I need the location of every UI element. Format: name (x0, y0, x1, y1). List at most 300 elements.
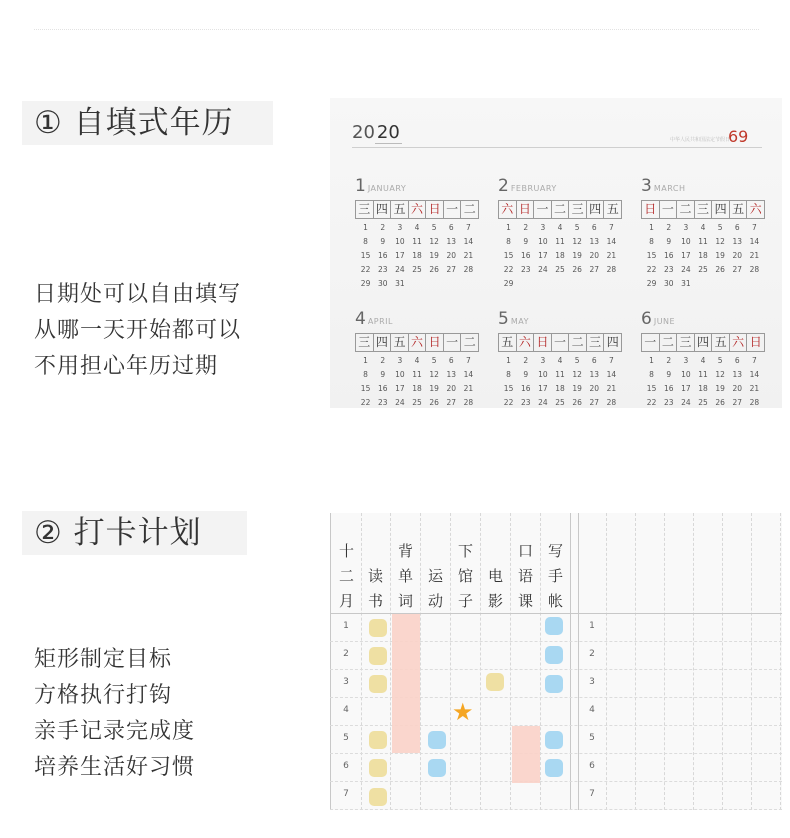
day-number: 21 (749, 251, 760, 260)
habit-header-char: 背 (397, 542, 413, 560)
month-header (498, 309, 622, 331)
day-number: 26 (572, 265, 582, 274)
habit-header-char: 动 (427, 592, 443, 610)
day-number: 18 (412, 251, 422, 260)
section-title-calendar: ① 自填式年历 (22, 101, 273, 145)
habit-column-header (511, 539, 540, 614)
row-number: 6 (343, 761, 349, 771)
star-sticker-icon: ★ (452, 698, 474, 726)
sticker-journal (545, 759, 563, 777)
top-divider (34, 29, 759, 30)
year-label (352, 122, 402, 144)
day-number: 15 (503, 384, 514, 393)
calendar-photo (330, 98, 782, 408)
sticker-journal (545, 675, 563, 693)
row-number: 1 (343, 621, 349, 631)
day-number: 2 (523, 356, 529, 365)
weekday-cell[interactable]: 二 (677, 201, 695, 218)
day-grid (355, 356, 479, 407)
month-block (641, 309, 765, 407)
month-block (641, 176, 765, 288)
day-number: 13 (589, 370, 600, 379)
day-number: 22 (503, 398, 514, 407)
habit-header-char: 子 (457, 592, 473, 610)
day-number: 31 (395, 279, 405, 288)
day-number: 14 (749, 237, 760, 246)
day-number: 25 (555, 398, 565, 407)
habit-column-header (391, 539, 420, 614)
day-number: 10 (538, 237, 548, 246)
weekday-cell[interactable]: 五 (499, 334, 517, 351)
weekday-row (641, 333, 765, 352)
day-number: 20 (732, 384, 743, 393)
grid-column-line (693, 513, 694, 810)
day-number: 17 (681, 384, 691, 393)
day-number: 11 (555, 370, 565, 379)
sticker-journal (545, 617, 563, 635)
weekday-cell[interactable]: 二 (569, 334, 587, 351)
weekday-cell[interactable]: 四 (374, 334, 392, 351)
month-label-char: 二 (338, 567, 354, 585)
day-number: 9 (523, 237, 529, 246)
row-number-right: 1 (589, 621, 595, 631)
day-number: 10 (395, 370, 405, 379)
habit-column-header (481, 539, 510, 614)
day-number: 1 (649, 223, 654, 232)
grid-column-line (751, 513, 752, 810)
day-number: 10 (681, 370, 691, 379)
day-number: 23 (377, 265, 388, 274)
day-number: 31 (681, 279, 691, 288)
day-number: 22 (646, 398, 657, 407)
calendar-desc-line: 不用担心年历过期 (34, 354, 219, 379)
day-number: 6 (734, 223, 740, 232)
day-number: 25 (412, 398, 422, 407)
tracker-desc-line: 培养生活好习惯 (34, 755, 196, 780)
day-number: 16 (520, 384, 531, 393)
day-number: 29 (360, 279, 371, 288)
day-number: 11 (412, 237, 422, 246)
weekday-row (355, 200, 479, 219)
day-number: 1 (506, 223, 511, 232)
day-number: 2 (380, 223, 386, 232)
month-label-column (332, 539, 361, 614)
sticker-exercise (428, 759, 446, 777)
day-number: 22 (503, 265, 514, 274)
day-number: 12 (572, 370, 582, 379)
month-name: MAY (510, 317, 529, 326)
day-number: 26 (715, 265, 725, 274)
weekday-cell[interactable]: 日 (534, 334, 552, 351)
weekday-row (498, 333, 622, 352)
day-number: 27 (446, 398, 457, 407)
day-number: 1 (506, 356, 511, 365)
day-number: 13 (446, 370, 457, 379)
day-number: 8 (363, 370, 368, 379)
day-number: 21 (606, 384, 617, 393)
day-number: 17 (538, 251, 548, 260)
weekday-cell[interactable]: 六 (749, 202, 762, 216)
day-number: 16 (377, 384, 388, 393)
year-divider (352, 147, 762, 148)
weekday-cell[interactable]: 三 (587, 334, 605, 351)
habit-header-char: 下 (457, 542, 473, 560)
month-header (355, 309, 479, 331)
day-number: 12 (715, 370, 725, 379)
weekday-cell[interactable]: 一 (534, 201, 552, 218)
day-number: 21 (749, 384, 760, 393)
grid-column-line (570, 513, 571, 810)
day-number: 20 (589, 251, 600, 260)
day-number: 24 (538, 398, 548, 407)
day-number: 9 (666, 237, 672, 246)
day-number: 15 (360, 251, 371, 260)
grid-column-line (722, 513, 723, 810)
day-number: 5 (431, 356, 437, 365)
row-number: 2 (343, 649, 349, 659)
month-header (355, 176, 479, 198)
day-number: 26 (715, 398, 725, 407)
row-number-right: 4 (589, 705, 595, 715)
grid-column-line (635, 513, 636, 810)
weekday-cell[interactable]: 四 (606, 335, 619, 349)
month-label-char: 十 (338, 542, 354, 560)
grid-column-line (780, 513, 781, 810)
day-number: 12 (715, 237, 725, 246)
habit-header-char: 词 (397, 592, 413, 610)
day-number: 24 (681, 265, 691, 274)
grid-column-line (606, 513, 607, 810)
day-number: 23 (377, 398, 388, 407)
day-number: 12 (429, 370, 439, 379)
day-number: 25 (555, 265, 565, 274)
month-block (355, 309, 479, 407)
month-header (641, 309, 765, 331)
day-number: 29 (503, 279, 514, 288)
weekday-cell[interactable]: 四 (374, 201, 392, 218)
month-header (641, 176, 765, 198)
weekday-cell[interactable]: 一 (552, 334, 570, 351)
day-number: 15 (503, 251, 514, 260)
sticker-exercise (428, 731, 446, 749)
day-number: 10 (538, 370, 548, 379)
month-number: 1 (355, 176, 366, 196)
weekday-row (498, 200, 622, 219)
calendar-desc-line: 从哪一天开始都可以 (34, 318, 242, 343)
habit-header-char (361, 539, 390, 564)
day-number: 23 (663, 265, 674, 274)
day-number: 24 (681, 398, 691, 407)
month-name: JUNE (653, 317, 676, 326)
day-number: 17 (681, 251, 691, 260)
habit-header-char: 单 (397, 567, 413, 585)
habit-header-char: 手 (547, 567, 563, 585)
row-number: 4 (343, 705, 349, 715)
day-number: 7 (609, 356, 614, 365)
weekday-cell[interactable]: 日 (426, 201, 444, 218)
month-name: MARCH (653, 184, 686, 193)
row-number: 5 (343, 733, 349, 743)
habit-header-char: 课 (517, 592, 533, 610)
day-number: 24 (395, 398, 405, 407)
day-number: 19 (572, 384, 582, 393)
day-number: 3 (683, 356, 689, 365)
day-number: 8 (649, 237, 654, 246)
habit-header-char: 写 (547, 542, 563, 560)
weekday-cell[interactable]: 四 (712, 201, 730, 218)
grid-row-line (330, 781, 782, 782)
day-number: 6 (448, 356, 454, 365)
day-number: 20 (732, 251, 743, 260)
row-number: 3 (343, 677, 349, 687)
weekday-cell[interactable]: 三 (356, 334, 374, 351)
grid-column-line (664, 513, 665, 810)
weekday-cell[interactable]: 二 (552, 201, 570, 218)
day-number: 11 (698, 237, 708, 246)
sticker-reading (369, 647, 387, 665)
sticker-reading (369, 731, 387, 749)
weekday-cell[interactable]: 六 (409, 201, 427, 218)
day-number: 9 (380, 370, 386, 379)
habit-column-header (541, 539, 570, 614)
day-number: 22 (360, 265, 371, 274)
habit-header-char: 馆 (457, 567, 473, 585)
day-number: 20 (446, 251, 457, 260)
weekday-cell[interactable]: 五 (391, 334, 409, 351)
habit-header-char (421, 539, 450, 564)
habit-header-char: 电 (487, 567, 503, 585)
day-number: 2 (666, 356, 672, 365)
weekday-cell[interactable]: 一 (642, 334, 660, 351)
day-number: 25 (698, 398, 708, 407)
day-number: 14 (463, 370, 474, 379)
day-number: 5 (574, 223, 580, 232)
calendar-description (34, 277, 241, 385)
weekday-cell[interactable]: 日 (749, 335, 762, 349)
day-number: 14 (606, 237, 617, 246)
weekday-cell[interactable]: 三 (356, 201, 374, 218)
day-number: 7 (752, 356, 757, 365)
day-number: 15 (646, 251, 657, 260)
day-number: 16 (663, 384, 674, 393)
month-name: FEBRUARY (510, 184, 557, 193)
habit-column-header (361, 539, 390, 614)
day-number: 10 (681, 237, 691, 246)
day-number: 28 (749, 265, 760, 274)
day-number: 15 (360, 384, 371, 393)
row-number-right: 2 (589, 649, 595, 659)
day-grid (641, 223, 765, 288)
day-number: 19 (715, 384, 725, 393)
day-number: 3 (540, 223, 546, 232)
day-number: 14 (463, 237, 474, 246)
weekday-cell[interactable]: 一 (444, 334, 462, 351)
day-number: 28 (606, 265, 617, 274)
day-number: 18 (698, 384, 708, 393)
weekday-cell[interactable]: 六 (499, 201, 517, 218)
day-number: 30 (663, 279, 674, 288)
day-number: 7 (609, 223, 614, 232)
day-grid (641, 356, 765, 407)
year-prefix: 20 (352, 122, 375, 143)
month-label-char: 月 (338, 592, 354, 610)
row-number-right: 6 (589, 761, 595, 771)
tracker-desc-line: 矩形制定目标 (34, 647, 173, 672)
weekday-cell[interactable]: 五 (391, 201, 409, 218)
weekday-cell[interactable]: 二 (463, 202, 476, 216)
calendar-desc-line: 日期处可以自由填写 (34, 282, 242, 307)
tracker-desc-line: 方格执行打钩 (34, 683, 173, 708)
month-number: 4 (355, 309, 366, 329)
day-number: 9 (380, 237, 386, 246)
weekday-cell[interactable]: 一 (444, 201, 462, 218)
day-number: 24 (538, 265, 548, 274)
month-block (498, 176, 622, 288)
day-number: 17 (538, 384, 548, 393)
day-number: 19 (429, 251, 439, 260)
day-number: 8 (506, 237, 511, 246)
day-number: 12 (429, 237, 439, 246)
tracker-desc-line: 亲手记录完成度 (34, 719, 196, 744)
weekday-cell[interactable]: 三 (569, 201, 587, 218)
zodiac-number: 69 (728, 127, 749, 146)
day-number: 18 (412, 384, 422, 393)
sticker-movie (486, 673, 504, 691)
month-block (355, 176, 479, 288)
day-number: 6 (734, 356, 740, 365)
day-number: 27 (732, 398, 743, 407)
day-number: 3 (397, 356, 403, 365)
day-number: 4 (557, 356, 563, 365)
day-number: 27 (446, 265, 457, 274)
habit-header-char: 语 (517, 567, 533, 585)
day-number: 17 (395, 384, 405, 393)
progress-bar-speaking (512, 726, 540, 783)
day-number: 10 (395, 237, 405, 246)
day-number: 9 (523, 370, 529, 379)
weekday-cell[interactable]: 日 (517, 201, 535, 218)
day-number: 4 (414, 223, 420, 232)
weekday-cell[interactable]: 三 (677, 334, 695, 351)
month-number: 2 (498, 176, 509, 196)
day-number: 28 (463, 265, 474, 274)
day-number: 3 (540, 356, 546, 365)
habit-header-char: 影 (487, 592, 503, 610)
day-number: 22 (646, 265, 657, 274)
day-grid (498, 223, 622, 288)
day-number: 21 (463, 384, 474, 393)
day-grid (355, 223, 479, 288)
day-number: 11 (412, 370, 422, 379)
day-number: 27 (732, 265, 743, 274)
day-number: 1 (363, 223, 368, 232)
day-number: 30 (377, 279, 388, 288)
weekday-cell[interactable]: 四 (587, 201, 605, 218)
day-number: 26 (429, 398, 439, 407)
day-number: 4 (700, 356, 706, 365)
habit-header-char: 帐 (547, 592, 563, 610)
grid-column-line (330, 513, 331, 810)
day-number: 5 (431, 223, 437, 232)
day-number: 21 (606, 251, 617, 260)
weekday-cell[interactable]: 六 (409, 334, 427, 351)
weekday-cell[interactable]: 五 (606, 202, 619, 216)
weekday-cell[interactable]: 一 (660, 201, 678, 218)
weekday-cell[interactable]: 四 (695, 334, 713, 351)
day-number: 18 (698, 251, 708, 260)
day-number: 6 (591, 356, 597, 365)
day-number: 23 (520, 265, 531, 274)
day-number: 13 (732, 370, 743, 379)
habit-column-header (421, 539, 450, 614)
sticker-journal (545, 731, 563, 749)
weekday-cell[interactable]: 五 (730, 201, 748, 218)
day-number: 18 (555, 384, 565, 393)
weekday-cell[interactable]: 日 (642, 201, 660, 218)
day-number: 8 (506, 370, 511, 379)
row-number: 7 (343, 789, 349, 799)
month-number: 3 (641, 176, 652, 196)
habit-tracker-photo (330, 513, 782, 810)
day-number: 26 (572, 398, 582, 407)
day-number: 1 (363, 356, 368, 365)
weekday-cell[interactable]: 二 (660, 334, 678, 351)
day-number: 3 (683, 223, 689, 232)
day-number: 4 (557, 223, 563, 232)
day-number: 23 (520, 398, 531, 407)
day-number: 2 (380, 356, 386, 365)
day-number: 4 (700, 223, 706, 232)
row-number-right: 5 (589, 733, 595, 743)
weekday-row (641, 200, 765, 219)
day-number: 25 (412, 265, 422, 274)
day-number: 29 (646, 279, 657, 288)
day-number: 4 (414, 356, 420, 365)
habit-header-char: 运 (427, 567, 443, 585)
progress-bar-vocabulary (392, 614, 420, 753)
day-number: 19 (715, 251, 725, 260)
day-number: 24 (395, 265, 405, 274)
weekday-cell[interactable]: 日 (426, 334, 444, 351)
habit-header-char: 口 (517, 542, 533, 560)
weekday-cell[interactable]: 六 (730, 334, 748, 351)
day-number: 13 (732, 237, 743, 246)
day-number: 5 (717, 223, 723, 232)
sticker-reading (369, 675, 387, 693)
day-number: 8 (649, 370, 654, 379)
day-number: 23 (663, 398, 674, 407)
day-number: 21 (463, 251, 474, 260)
weekday-cell[interactable]: 六 (517, 334, 535, 351)
month-name: APRIL (367, 317, 393, 326)
holiday-note: 中华人民共和国法定节假日 (670, 137, 731, 143)
day-number: 7 (466, 223, 471, 232)
day-number: 1 (649, 356, 654, 365)
grid-row-line (330, 809, 782, 810)
day-number: 15 (646, 384, 657, 393)
day-number: 6 (591, 223, 597, 232)
weekday-cell[interactable]: 二 (463, 335, 476, 349)
day-number: 2 (666, 223, 672, 232)
month-header (498, 176, 622, 198)
weekday-cell[interactable]: 三 (695, 201, 713, 218)
habit-column-header (451, 539, 480, 614)
day-number: 2 (523, 223, 529, 232)
sticker-reading (369, 788, 387, 806)
day-number: 16 (377, 251, 388, 260)
sticker-journal (545, 646, 563, 664)
weekday-cell[interactable]: 五 (712, 334, 730, 351)
